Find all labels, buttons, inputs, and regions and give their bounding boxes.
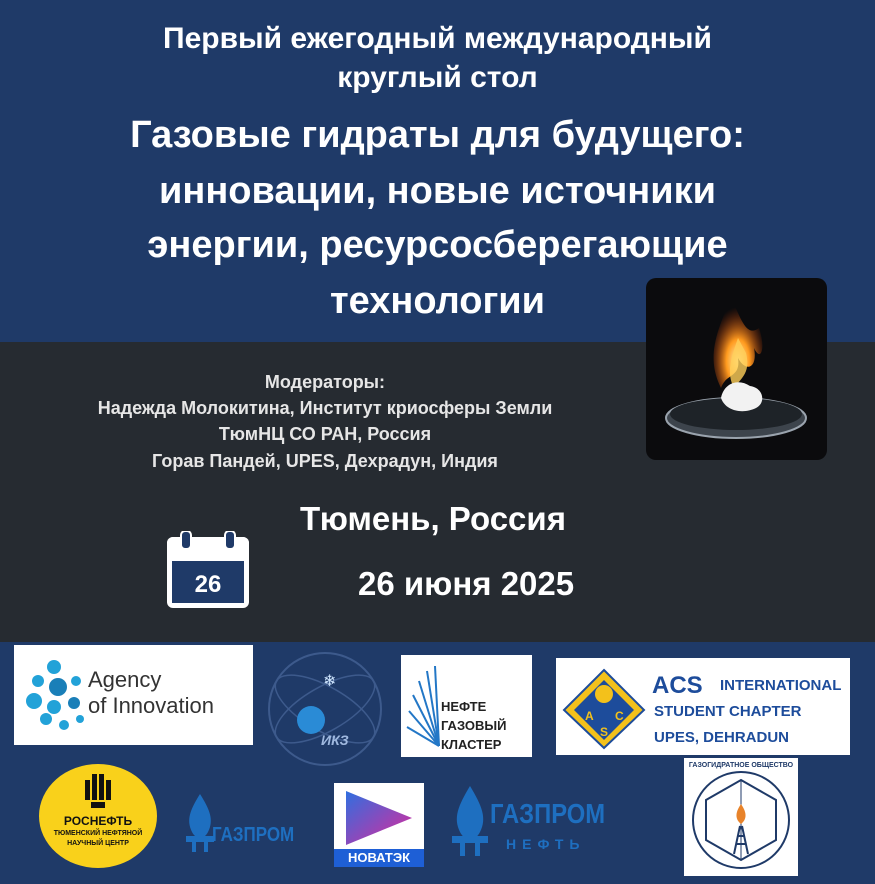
calendar-day: 26 [194,571,222,598]
event-subtitle-line2: круглый стол [337,61,538,94]
acs-international-text: INTERNATIONAL [720,677,842,694]
gazprom-neft-text-line1: ГАЗПРОМ [490,798,606,829]
moderator-line1: Надежда Молокитина, Институт криосферы Земли [97,398,553,418]
event-subtitle-line1: Первый ежегодный международный [163,22,712,55]
event-date: 26 июня 2025 [358,565,575,602]
gazprom-logo [182,786,312,856]
burning-hydrate-photo [646,278,827,460]
oil-gas-cluster-logo [401,655,532,757]
gas-hydrate-society-logo [684,758,798,876]
svg-text:A: A [585,709,594,723]
acs-text: ACS [652,672,703,699]
agency-text-line1: Agency [88,667,162,692]
moderator-line3: Горав Пандей, UPES, Дехрадун, Индия [152,451,498,471]
hydrate-society-text: ГАЗОГИДРАТНОЕ ОБЩЕСТВО [688,762,794,769]
calendar-icon [166,531,250,609]
cluster-text-line1: НЕФТЕ [441,699,487,714]
agency-text-line2: of Innovation [88,693,214,718]
cluster-text-line3: КЛАСТЕР [441,737,502,752]
agency-of-innovation-logo [14,645,253,745]
rosneft-logo [39,764,157,868]
event-title-line2: инновации, новые источники [159,170,716,212]
gazprom-text: ГАЗПРОМ [212,824,295,846]
acs-student-chapter-text: STUDENT CHAPTER [654,703,802,720]
novatek-logo [334,783,424,867]
ikz-logo [265,650,385,768]
gazprom-neft-logo [448,782,613,862]
novatek-text: НОВАТЭК [334,849,424,867]
ikz-text: ИКЗ [321,732,349,748]
svg-text:❄: ❄ [323,671,337,690]
event-location: Тюмень, Россия [300,500,566,537]
acs-upes-text: UPES, DEHRADUN [654,729,790,746]
gazprom-neft-text-line2: НЕФТЬ [506,836,586,852]
rosneft-subtitle-line2: НАУЧНЫЙ ЦЕНТР [67,840,129,847]
svg-text:S: S [600,725,609,739]
acs-student-chapter-logo [556,658,850,755]
event-title-line1: Газовые гидраты для будущего: [130,114,745,156]
moderators-label: Модераторы: [264,372,386,392]
moderator-line2: ТюмНЦ СО РАН, Россия [218,424,432,444]
rosneft-name: РОСНЕФТЬ [63,814,133,828]
event-title-line3: энергии, ресурсосберегающие [147,224,728,266]
event-title-line4: технологии [330,280,545,322]
cluster-text-line2: ГАЗОВЫЙ [441,718,507,733]
rosneft-subtitle-line1: ТЮМЕНСКИЙ НЕФТЯНОЙ [53,830,143,837]
svg-text:C: C [615,709,624,723]
